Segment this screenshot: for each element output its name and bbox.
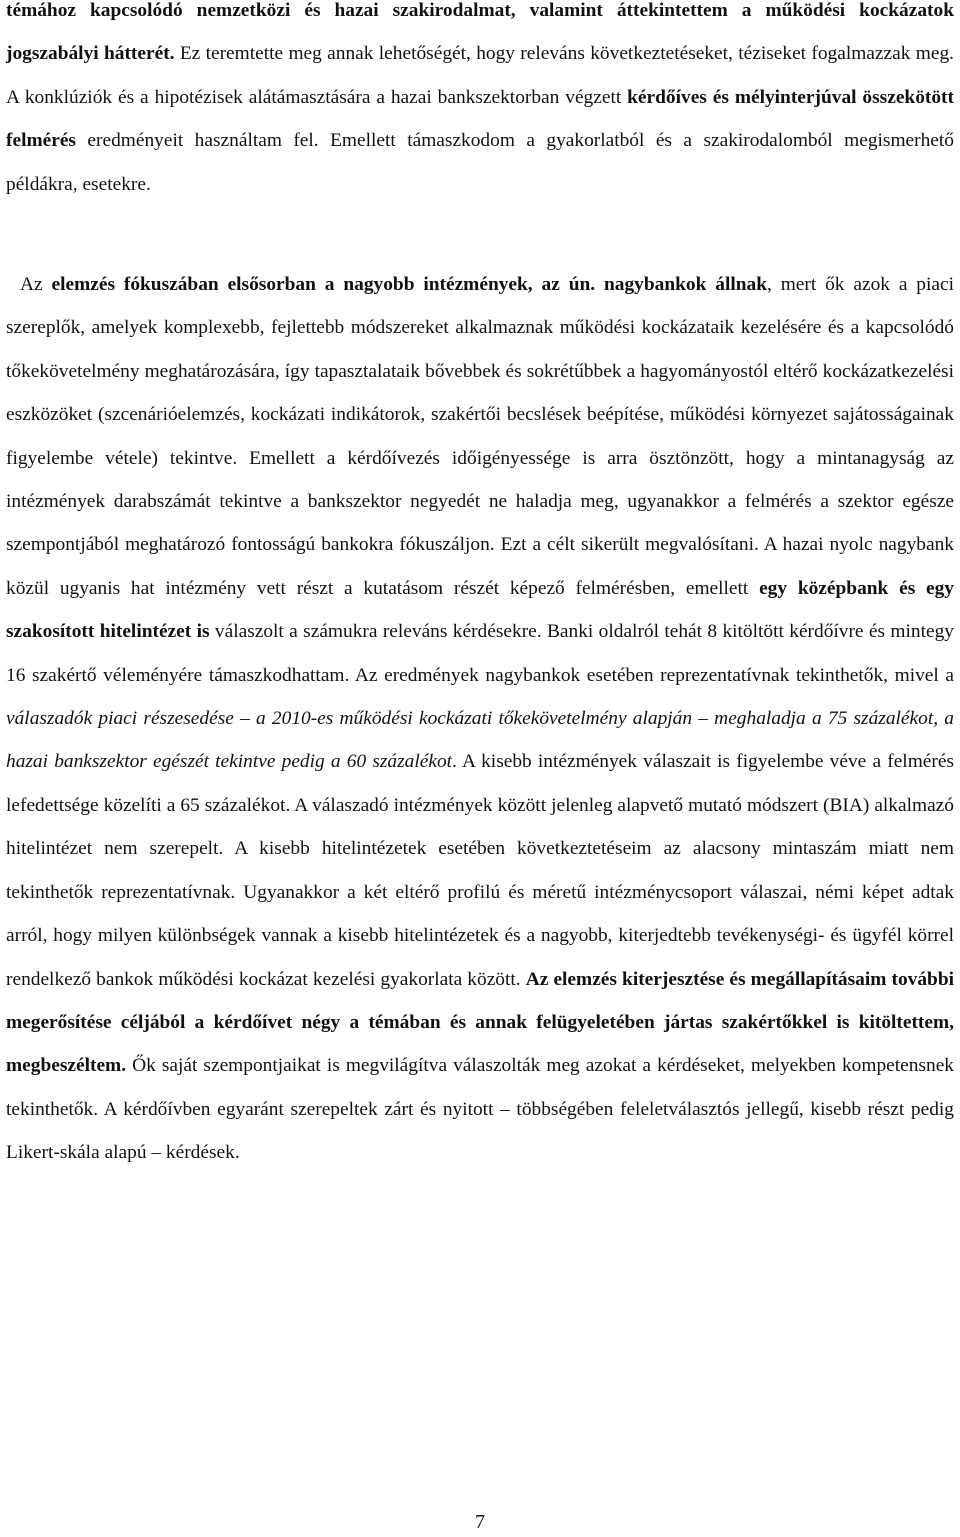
text-run: témához kapcsolódó nemzetközi és hazai szakirodalmat, valamint áttekintettem a működési kockázatok jogszabályi hátterét. [6, 0, 954, 65]
text-run: , mert ők azok a piaci szereplők, amelyek komplexebb, fejlettebb módszereket alkalmaznak működési kockázataik kezelésére és a kapcsolódó tőkekövetelmény meghatározására, így tapasztalataik bővebbek és sokrétűbbek a hagyományostól eltérő kockázatkezelési eszközöket (szcenárióelemzés, kockázati indikátorok, szakértői becslések beépítése, működési környezet sajátosságainak figyelembe vétele) tekintve. Emellett a kérdőívezés időigényessége is arra ösztönzött, hogy a mintanagyság az intézmények darabszámát tekintve a bankszektor negyedét ne haladja meg, ugyanakkor a felmérés a szektor egésze szempontjából meghatározó fontosságú bankokra fókuszáljon. Ezt a célt sikerült megvalósítani. A hazai nyolc nagybank közül ugyanis hat intézmény vett részt a kutatásom részét képező felmérésben, emellett [6, 274, 954, 599]
paragraph-methodology [6, 0, 954, 206]
text-run: Az elemzés kiterjesztése és megállapításaim további megerősítése céljából a kérdőívet négy a témában és annak felügyeletében jártas szakértőkkel is kitöltettem, megbeszéltem. [6, 968, 955, 1077]
text-run: Az [20, 274, 52, 295]
text-run: eredményeit használtam fel. Emellett támaszkodom a gyakorlatból és a szakirodalomból megismerhető példákra, esetekre. [6, 130, 954, 195]
text-run: elemzés fókuszában elsősorban a nagyobb intézmények, az ún. nagybankok állnak [51, 274, 767, 295]
text-run: egy középbank és egy szakosított hitelintézet is [6, 577, 954, 643]
text-run: kérdőíves és mélyinterjúval összekötött felmérés [6, 86, 954, 152]
text-run: . A kisebb intézmények válaszait is figyelembe véve a felmérés lefedettsége közelíti a 65 százalékot. A válaszadó intézmények között jelenleg alapvető mutató módszert (BIA) alkalmazó hitelintézet nem szerepelt. A kisebb hitelintézetek esetében következtetéseim az alacsony mintaszám miatt nem tekinthetők reprezentatívnak. Ugyanakkor a két eltérő profilú és méretű intézménycsoport válaszai, némi képet adtak arról, hogy milyen különbségek vannak a kisebb hitelintézetek és a nagyobb, kiterjedtebb tevékenységi- és ügyfél körrel rendelkező bankok működési kockázat kezelési gyakorlata között. [6, 751, 954, 990]
text-run: Ez teremtette meg annak lehetőségét, hogy releváns következtetéseket, téziseket fogalmazzak meg. A konklúziók és a hipotézisek alátámasztására a hazai bankszektorban végzett [6, 43, 954, 108]
page-number: 7 [475, 1511, 485, 1533]
text-run: Ők saját szempontjaikat is megvilágítva válaszolták meg azokat a kérdéseket, melyekben kompetensnek tekinthetők. A kérdőívben egyaránt szerepeltek zárt és nyitott – többségében feleletválasztós jellegű, kisebb részt pedig Likert-skála alapú – kérdések. [6, 1055, 954, 1164]
text-run: válaszolt a számukra releváns kérdésekre. Banki oldalról tehát 8 kitöltött kérdőívre és mintegy 16 szakértő véleményére támaszkodhattam. Az eredmények nagybankok esetében reprezentatívnak tekinthetők, mivel a [6, 621, 954, 686]
paragraph-analysis-focus [6, 263, 954, 1175]
text-run: válaszadók piaci részesedése – a 2010-es működési kockázati tőkekövetelmény alapján – meghaladja a 75 százalékot, a hazai bankszektor egészét tekintve pedig a 60 százalékot [6, 708, 954, 773]
